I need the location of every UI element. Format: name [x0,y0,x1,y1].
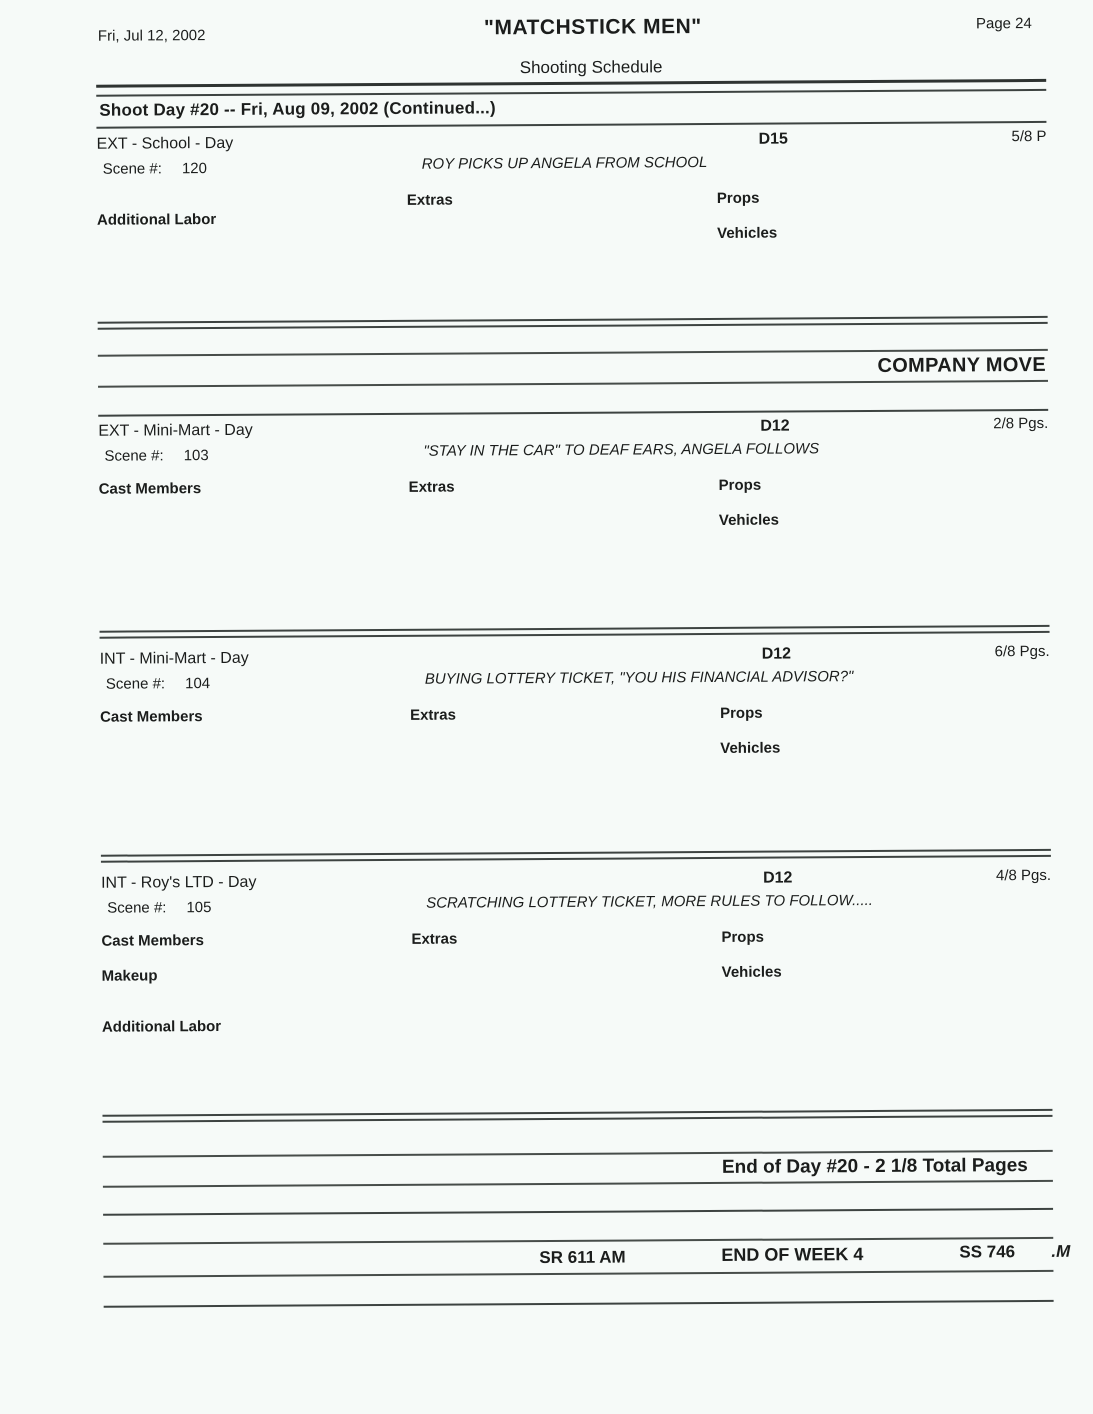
page-number: Page 24 [975,15,1032,33]
end-of-day-label: End of Day #20 - 2 1/8 Total Pages [721,1155,1028,1178]
scene-number-label: Scene #: [104,447,164,465]
section-title: Additional Labor [101,1017,222,1036]
rule [103,1115,1053,1123]
scene-props-column [720,701,1050,759]
info-section [717,186,1047,209]
section-title: Vehicles [720,739,781,757]
info-section [102,964,412,987]
info-section [720,701,1050,724]
shoot-day-banner: Shoot Day #20 -- Fri, Aug 09, 2002 (Continued...) [99,98,496,120]
info-section [407,188,717,211]
info-section [102,1015,412,1038]
scene-block [100,643,1051,863]
scene-extras-column [409,475,719,498]
company-move-banner [98,349,1048,388]
section-title: Extras [408,478,455,496]
section-title: Additional Labor [96,211,217,229]
info-section [722,960,1052,983]
rule [100,631,1050,639]
week-footer-banner [103,1237,1071,1278]
scene-left-column [97,190,407,231]
scene-list-before-move [96,128,1047,330]
footer-row [103,1239,1071,1276]
info-section [721,925,1051,948]
scene-body [100,701,1050,773]
scene-slug: EXT - Mini-Mart - Day [98,421,253,440]
scene-page-count: 6/8 Pgs. [994,642,1050,661]
info-section [409,475,719,498]
section-title: Props [716,189,760,207]
scene-block [96,128,1047,330]
scene-sub-row [101,894,1051,928]
scene-end-divider [102,1109,1052,1123]
info-section [99,477,409,500]
section-title: Props [718,476,762,494]
section-title: Props [719,704,763,722]
scene-description: SCRATCHING LOTTERY TICKET, MORE RULES TO FOLLOW..... [426,892,873,912]
scene-extras-column [407,188,717,211]
sunset-time: SS 746 [959,1242,1016,1262]
section-title: Extras [411,930,458,948]
scene-day-code: D12 [760,417,790,435]
section-title: Vehicles [718,511,779,529]
scene-slug: INT - Roy's LTD - Day [101,873,257,892]
scene-number: 103 [183,447,209,465]
scene-props-column [721,925,1051,983]
company-move-label: COMPANY MOVE [877,353,1046,377]
scene-body [101,925,1052,1048]
scene-body [99,473,1049,545]
scene-description: ROY PICKS UP ANGELA FROM SCHOOL [421,154,708,173]
scene-number: 104 [185,675,211,693]
section-title: Props [721,928,764,946]
page-header [96,13,1046,61]
section-title: Cast Members [101,932,205,950]
section-title: Cast Members [98,480,202,498]
scene-end-divider [98,316,1048,330]
scene-list-after-move [98,415,1052,1123]
scene-sub-row [97,155,1047,189]
scene-day-code: D12 [762,869,793,887]
clipped-text-fragment: .M [1051,1241,1071,1261]
scene-day-code: D15 [758,130,788,148]
scene-page-count: 5/8 P [1011,127,1047,146]
scene-end-divider [100,625,1050,639]
info-section [97,208,407,231]
info-section [719,473,1049,496]
scene-slug: EXT - School - Day [96,134,234,153]
scene-body [97,186,1047,258]
info-section [100,705,410,728]
info-section [719,508,1049,531]
scene-number-label: Scene #: [105,675,166,693]
scene-slug: INT - Mini-Mart - Day [99,649,249,668]
rule [101,855,1051,863]
scene-extras-column [410,703,720,726]
section-title: Extras [406,191,453,209]
scene-number-label: Scene #: [107,899,167,917]
scene-day-code: D12 [761,645,792,663]
sunrise-time: SR 611 AM [539,1247,626,1268]
scene-sub-row [100,670,1050,704]
scene-page-count: 4/8 Pgs. [995,866,1052,885]
section-title: Vehicles [717,224,778,242]
scene-left-column [100,705,410,728]
info-section [411,927,721,950]
section-title: Extras [409,706,456,724]
scene-left-column [101,929,412,1038]
scene-end-divider [101,849,1051,863]
document-subtitle: Shooting Schedule [519,57,663,78]
scene-block [98,415,1049,639]
document-title: "MATCHSTICK MEN" [483,15,702,40]
scene-left-column [99,477,409,500]
scene-description: BUYING LOTTERY TICKET, "YOU HIS FINANCIAL ADVISOR?" [424,668,854,688]
scene-extras-column [411,927,721,950]
report-date: Fri, Jul 12, 2002 [97,27,206,45]
scene-number-label: Scene #: [102,160,162,178]
rule [104,1300,1054,1308]
scene-number: 105 [186,899,212,917]
scene-page-count: 2/8 Pgs. [993,414,1049,433]
section-title: Makeup [101,967,158,985]
scene-props-column [717,186,1047,244]
scene-description: "STAY IN THE CAR" TO DEAF EARS, ANGELA FOLLOWS [423,440,820,460]
scene-block [101,867,1053,1123]
scene-sub-row [98,442,1048,476]
info-section [717,221,1047,244]
rule [98,322,1048,330]
section-title: Vehicles [721,963,782,981]
scene-number: 120 [181,160,208,178]
section-title: Cast Members [100,708,203,726]
end-of-week-label: END OF WEEK 4 [721,1244,864,1265]
end-of-day-banner [103,1150,1053,1188]
scene-props-column [719,473,1049,531]
rule [103,1208,1053,1216]
info-section [720,736,1050,759]
info-section [410,703,720,726]
info-section [101,929,411,952]
